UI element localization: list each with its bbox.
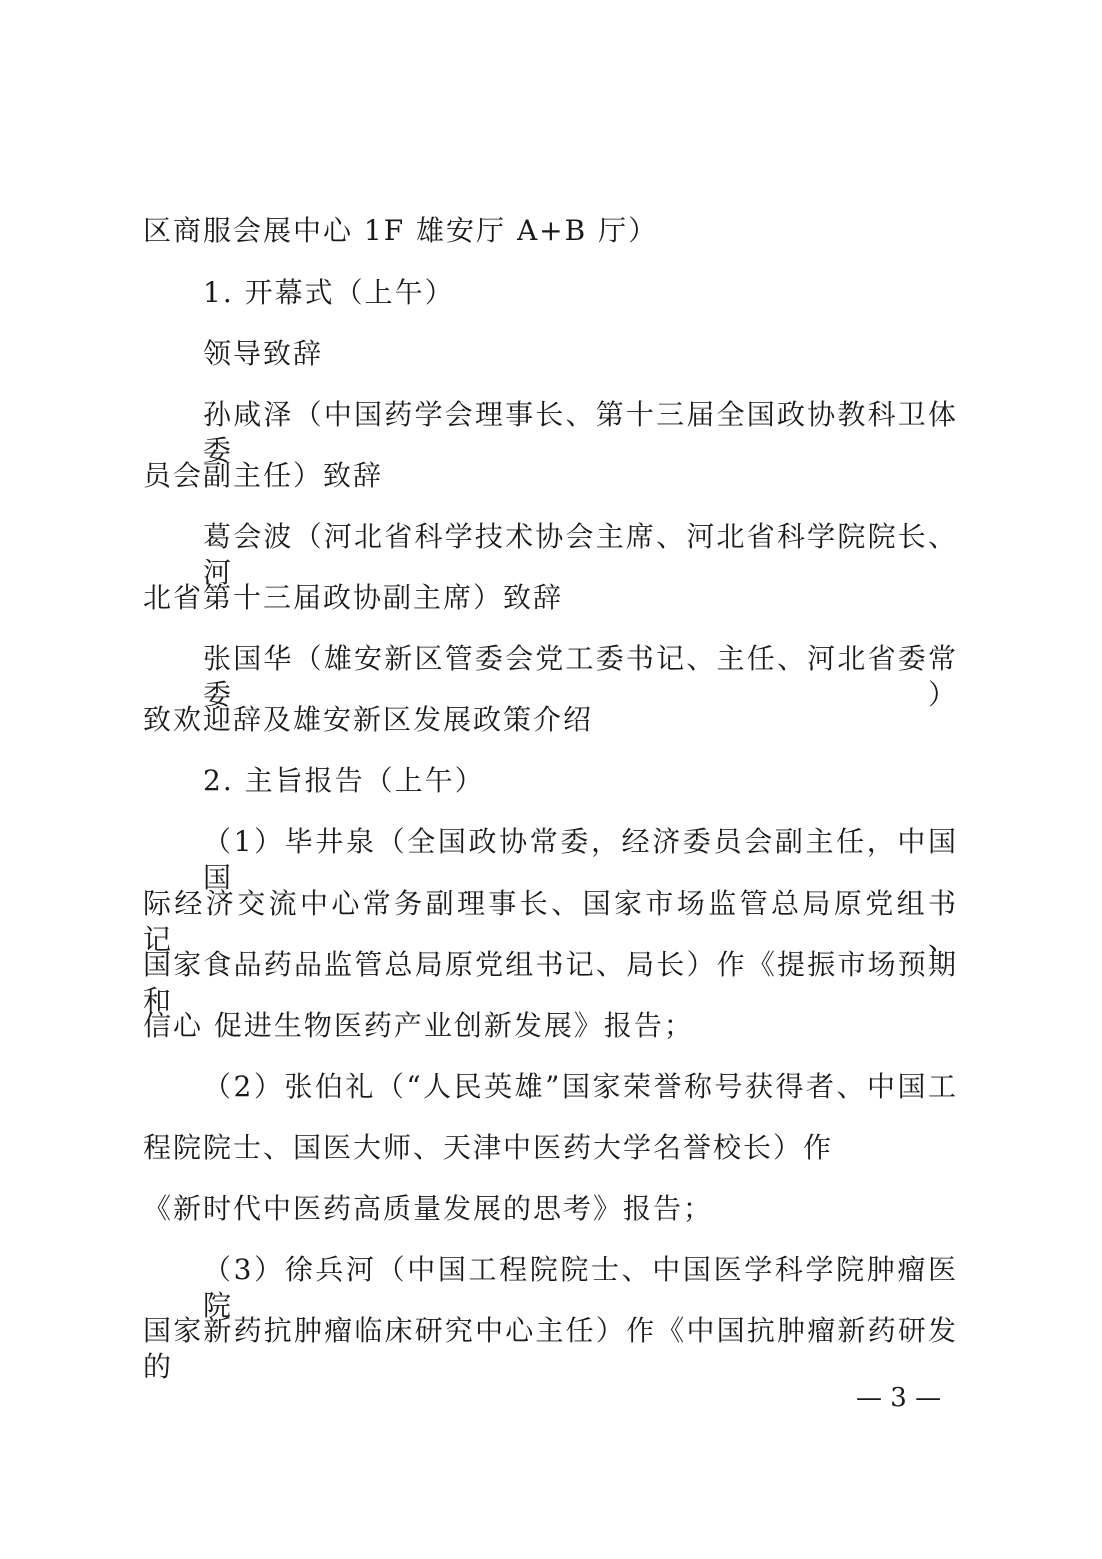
text-line-1: 区商服会展中心 1F 雄安厅 A+B 厅） xyxy=(143,214,659,247)
text-line-17: 《新时代中医药高质量发展的思考》报告； xyxy=(143,1192,714,1225)
text-line-6: 葛会波（河北省科学技术协会主席、河北省科学院院长、河 xyxy=(203,520,958,589)
text-line-14: 信心 促进生物医药产业创新发展》报告； xyxy=(143,1009,694,1042)
text-line-8: 张国华（雄安新区管委会党工委书记、主任、河北省委常委） xyxy=(203,642,958,711)
text-line-7: 北省第十三届政协副主席）致辞 xyxy=(143,581,564,614)
text-line-11: （1）毕井泉（全国政协常委，经济委员会副主任，中国国 xyxy=(203,825,958,894)
text-line-19: 国家新药抗肿瘤临床研究中心主任）作《中国抗肿瘤新药研发的 xyxy=(143,1314,958,1383)
text-line-18: （3）徐兵河（中国工程院院士、中国医学科学院肿瘤医院 xyxy=(203,1253,958,1322)
text-line-3: 领导致辞 xyxy=(203,337,324,370)
section-heading-keynote: 2. 主旨报告（上午） xyxy=(203,764,485,797)
section-heading-opening: 1. 开幕式（上午） xyxy=(203,276,455,309)
text-line-16: 程院院士、国医大师、天津中医药大学名誉校长）作 xyxy=(143,1131,834,1164)
text-line-15: （2）张伯礼（“人民英雄”国家荣誉称号获得者、中国工 xyxy=(203,1070,958,1103)
text-line-9: 致欢迎辞及雄安新区发展政策介绍 xyxy=(143,703,594,736)
text-line-13: 国家食品药品监管总局原党组书记、局长）作《提振市场预期和 xyxy=(143,948,958,1017)
text-line-4: 孙咸泽（中国药学会理事长、第十三届全国政协教科卫体委 xyxy=(203,398,958,467)
page-number: — 3 — xyxy=(856,1383,942,1413)
text-line-5: 员会副主任）致辞 xyxy=(143,459,384,492)
text-line-12: 际经济交流中心常务副理事长、国家市场监管总局原党组书记、 xyxy=(143,887,958,956)
